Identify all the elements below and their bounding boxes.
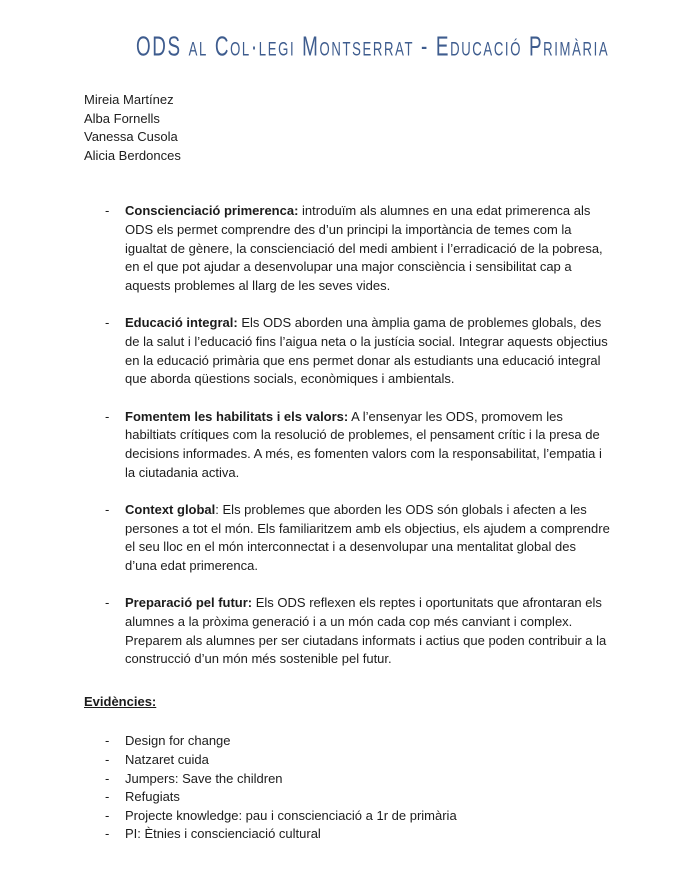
evidence-text: Design for change (125, 733, 231, 749)
bullet-item (84, 594, 610, 668)
bullet-text: Els ODS reflexen els reptes i oportunitats que afrontaran els alumnes a la pròxima generació i a un món cada cop més canviant i complex. Preparem als alumnes per ser ciutadans informats i actius que poden contribuir a la construcció d’un món més sostenible pel futur. (125, 595, 607, 667)
dash-bullet-marker: - (105, 315, 110, 331)
author-name: Vanessa Cusola (84, 129, 178, 145)
bullet-item (84, 202, 610, 295)
dash-bullet-marker: - (105, 789, 110, 805)
dash-bullet-marker: - (105, 752, 110, 768)
author-name: Mireia Martínez (84, 92, 174, 107)
dash-bullet-marker: - (105, 502, 110, 518)
evidence-item (84, 732, 610, 751)
bullet-text: introduïm als alumnes en una edat primerenca als ODS els permet comprendre des d’un principi la importància de temes com la igualtat de gènere, la conscienciació del medi ambient i l’erradicació de la pobresa, en el que pot ajudar a desenvolupar una major consciència i sensibilitat cap a aquests problemes al llarg de les seves vides. (125, 203, 603, 293)
dash-bullet-marker: - (105, 595, 110, 611)
evidence-item (84, 751, 610, 770)
dash-bullet-marker: - (105, 826, 110, 842)
evidence-section (84, 732, 610, 844)
bullet-text: A l’ensenyar les ODS, promovem les habiltiats crítiques com la resolució de problemes, el pensament crític i la presa de decisions informades. A més, es fomenten valors com la responsabilitat, l’empatia i la ciutadania activa. (125, 408, 602, 480)
evidence-item (84, 807, 610, 826)
bullet-lead: Preparació pel futur: (125, 595, 253, 611)
evidence-text: PI: Ètnies i conscienciació cultural (125, 826, 321, 842)
bullet-item (84, 408, 610, 482)
evidence-text: Jumpers: Save the children (125, 770, 283, 786)
evidence-item (84, 825, 610, 844)
dash-bullet-marker: - (105, 408, 110, 424)
dash-bullet-marker: - (105, 733, 110, 749)
evidence-text: Projecte knowledge: pau i conscienciació a 1r de primària (125, 807, 457, 823)
evidence-item (84, 788, 610, 807)
author-name: Alba Fornells (84, 110, 160, 126)
bullet-text: : Els problemes que aborden les ODS són globals i afecten a les persones a tot el món. Els familiaritzem amb els objectius, els ajudem a comprendre el seu lloc en el món interconnectat i a desenvolupar una mentalitat global des d’una edat primerenca. (125, 502, 610, 573)
bullet-lead: Conscienciació primerenca: (125, 203, 299, 219)
bullet-list (84, 202, 610, 668)
title-area (84, 0, 610, 62)
evidencies-heading: Evidències: (84, 693, 157, 709)
authors-block (84, 91, 610, 165)
evidence-list (84, 732, 610, 844)
bullet-item (84, 314, 610, 388)
dash-bullet-marker: - (105, 807, 110, 823)
bullet-lead: Context global (125, 502, 216, 518)
evidence-item (84, 770, 610, 789)
author-name: Alicia Berdonces (84, 147, 181, 163)
bullet-item (84, 501, 610, 575)
bullet-text: Els ODS aborden una àmplia gama de problemes globals, des de la salut i l’educació fins l’aigua neta o la justícia social. Integrar aquests objectius en la educació primària que ens permet donar als estudiants una educació integral que aborda qüestions socials, econòmiques i ambientals. (125, 315, 608, 387)
evidence-text: Natzaret cuida (125, 752, 209, 768)
bullet-lead: Fomentem les habilitats i els valors: (125, 408, 349, 424)
dash-bullet-marker: - (105, 770, 110, 786)
dash-bullet-marker: - (105, 203, 110, 219)
document-title: ODS al Col·legi Montserrat - Educació Primària (135, 30, 610, 62)
evidence-text: Refugiats (125, 789, 180, 805)
main-bullet-section (84, 202, 610, 668)
bullet-lead: Educació integral: (125, 315, 238, 331)
